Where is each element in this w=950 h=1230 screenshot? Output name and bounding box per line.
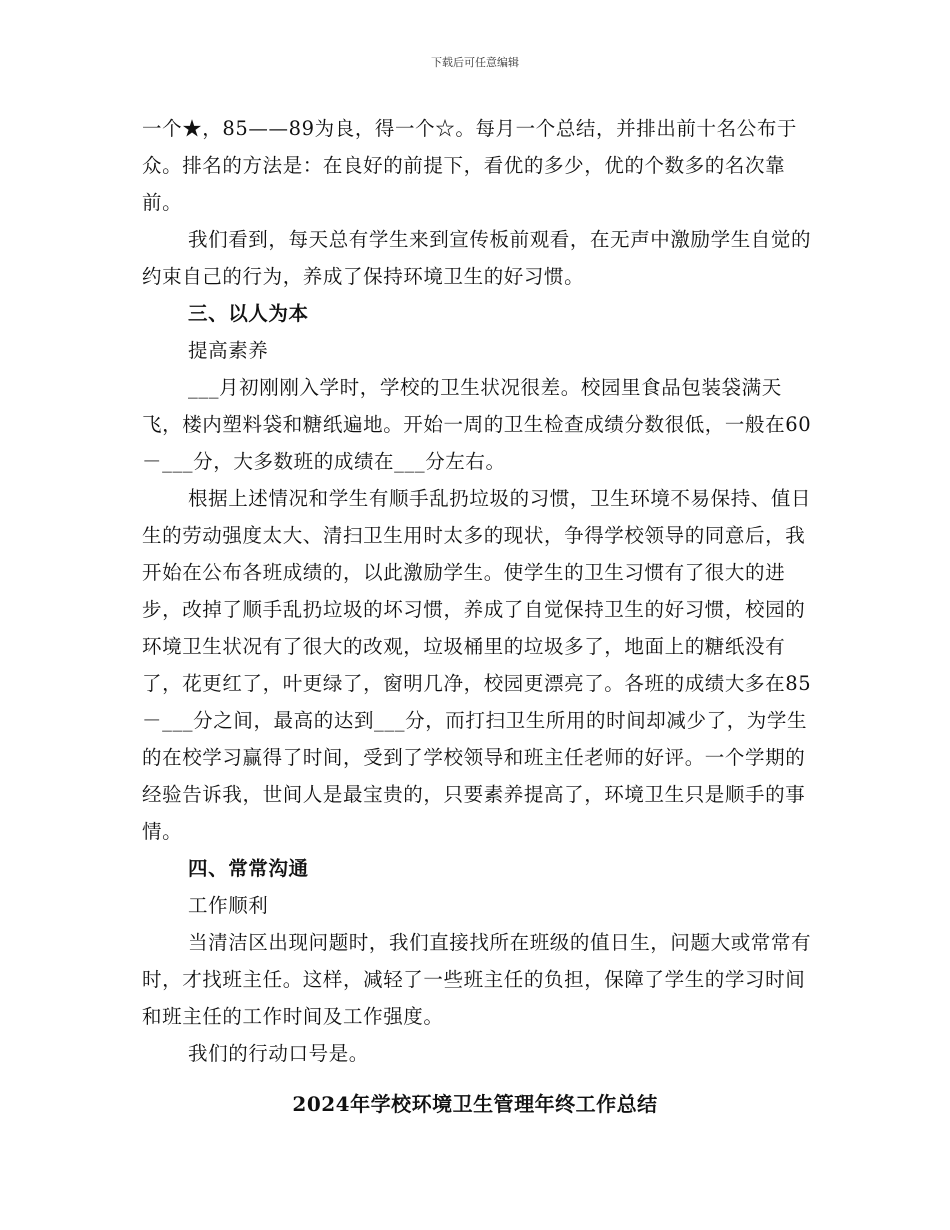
paragraph-rating-rules: 一个★，85——89为良，得一个☆。每月一个总结，并排出前十名公布于众。排名的方法是：在良好的前提下，看优的多少，优的个数多的名次靠前。 bbox=[142, 117, 798, 214]
paragraph-slogan: 我们的行动口号是。 bbox=[188, 1042, 369, 1065]
section-heading-3: 三、以人为本 bbox=[188, 302, 309, 325]
paragraph-communication: 当清洁区出现问题时，我们直接找所在班级的值日生，问题大或常常有时，才找班主任。这样，减轻了一些班主任的负担，保障了学生的学习时间和班主任的工作时间及工作强度。 bbox=[142, 931, 812, 1028]
paragraph-improvement: 根据上述情况和学生有顺手乱扔垃圾的习惯，卫生环境不易保持、值日生的劳动强度太大、清扫卫生用时太多的现状，争得学校领导的同意后，我开始在公布各班成绩的，以此激励学生。使学生的卫生习惯有了很大的进步，改掉了顺手乱扔垃圾的坏习惯，养成了自觉保持卫生的好习惯，校园的环境卫生状况有了很大的改观，垃圾桶里的垃圾多了，地面上的糖纸没有了，花更红了，叶更绿了，窗明几净，校园更漂亮了。各班的成绩大多在85－___分之间，最高的达到___分，而打扫卫生所用的时间却减少了，为学生的在校学习赢得了时间，受到了学校领导和班主任老师的好评。一个学期的经验告诉我，世间人是最宝贵的，只要素养提高了，环境卫生只是顺手的事情。 bbox=[142, 487, 812, 843]
section-heading-4: 四、常常沟通 bbox=[188, 857, 309, 880]
paragraph-observation: 我们看到，每天总有学生来到宣传板前观看，在无声中激励学生自觉的约束自己的行为，养成了保持环境卫生的好习惯。 bbox=[142, 228, 812, 288]
page-header: 下载后可任意编辑 bbox=[431, 56, 519, 69]
document-body bbox=[142, 110, 812, 1072]
paragraph-initial-status: ___月初刚刚入学时，学校的卫生状况很差。校园里食品包装袋满天飞，楼内塑料袋和糖纸遍地。开始一周的卫生检查成绩分数很低，一般在60－___分，大多数班的成绩在___分左右。 bbox=[142, 376, 812, 473]
document-title: 2024年学校环境卫生管理年终工作总结 bbox=[292, 1092, 658, 1116]
section-subheading-4: 工作顺利 bbox=[188, 894, 269, 917]
section-subheading-3: 提高素养 bbox=[188, 339, 269, 362]
